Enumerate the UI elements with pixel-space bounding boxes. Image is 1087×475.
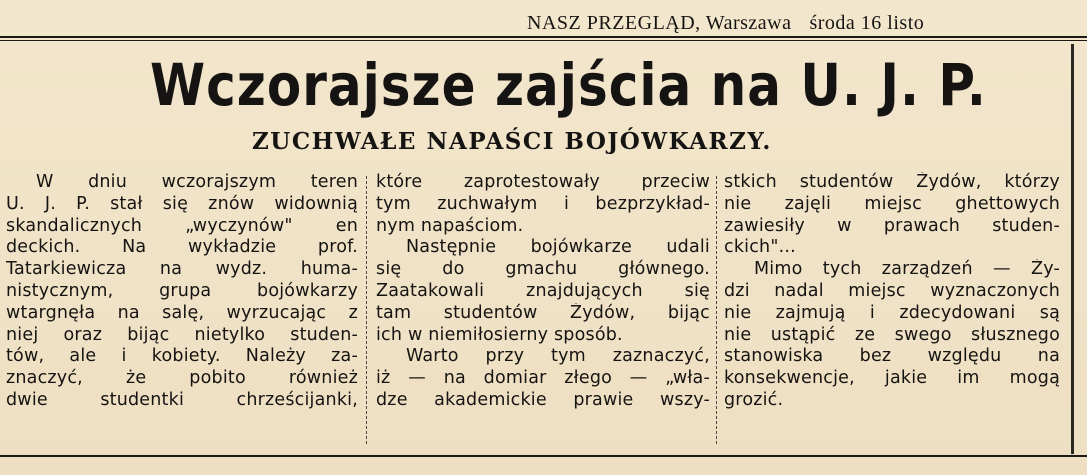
column-line: nym napaściom. [376, 215, 524, 236]
right-column-rule [1071, 44, 1074, 454]
masthead-date: środa 16 listo [809, 12, 925, 34]
column-line: iż — na domiar złego — „wła- [376, 368, 710, 389]
column-line: deckich. Na wykładzie prof. [6, 237, 358, 258]
column-line: Mimo tych zarządzeń — Ży- [754, 259, 1060, 280]
article-subheadline: ZUCHWAŁE NAPAŚCI BOJÓWKARZY. [252, 128, 772, 155]
column-line: grozić. [724, 389, 784, 410]
column-line: nie ustąpić ze swego słusznego [724, 324, 1060, 345]
column-line: znaczyć, że pobito również [6, 368, 358, 389]
column-line: U. J. P. stał się znów widownią [6, 193, 358, 214]
column-line: dzi nadal miejsc wyznaczonych [724, 280, 1060, 301]
column-line: dze akademickie prawie wszy- [376, 389, 710, 410]
column-line: dwie studentki chrześcijanki, [6, 389, 358, 410]
masthead-paper: NASZ PRZEGLĄD, Warszawa [527, 12, 792, 34]
article-column-2 [376, 172, 710, 412]
column-line: nie zajmują i zdecydowani są [724, 302, 1060, 323]
column-line: ich w niemiłosierny sposób. [376, 324, 623, 345]
column-line: tam studentów Żydów, bijąc [376, 302, 710, 323]
column-line: wtargnęła na salę, wyrzucając z [6, 302, 358, 323]
column-line: Warto przy tym zaznaczyć, [406, 346, 710, 367]
column-line: Następnie bojówkarze udali [406, 237, 710, 258]
column-line: ckich"... [724, 237, 796, 258]
column-line: które zaprotestowały przeciw [376, 172, 710, 192]
masthead [527, 12, 1087, 35]
column-line: nistycznym, grupa bojówkarzy [6, 280, 358, 301]
column-line: konsekwencje, jakie im mogą [724, 368, 1060, 389]
bottom-rule [0, 455, 1087, 459]
column-divider [716, 176, 717, 444]
article-column-3 [724, 172, 1060, 412]
column-divider [366, 176, 367, 444]
column-line: tów, ale i kobiety. Należy za- [6, 346, 358, 367]
column-line: niej oraz bijąc nietylko studen- [6, 324, 358, 345]
column-line: W dniu wczorajszym teren [36, 172, 358, 192]
column-line: tym zuchwałym i bezprzykład- [376, 193, 710, 214]
top-rule [0, 36, 1087, 41]
column-line: Zaatakowali znajdujących się [376, 280, 710, 301]
article-column-1 [6, 172, 358, 412]
column-line: nie zajęli miejsc ghettowych [724, 193, 1060, 214]
column-line: skandalicznych „wyczynów" en [6, 215, 358, 236]
article-headline: Wczorajsze zajścia na U. J. P. [150, 52, 987, 119]
column-line: stkich studentów Żydów, którzy [724, 172, 1060, 192]
column-line: stanowiska bez względu na [724, 346, 1060, 367]
column-line: się do gmachu głównego. [376, 259, 710, 280]
column-line: zawiesiły w prawach studen- [724, 215, 1060, 236]
column-line: Tatarkiewicza na wydz. huma- [6, 259, 358, 280]
